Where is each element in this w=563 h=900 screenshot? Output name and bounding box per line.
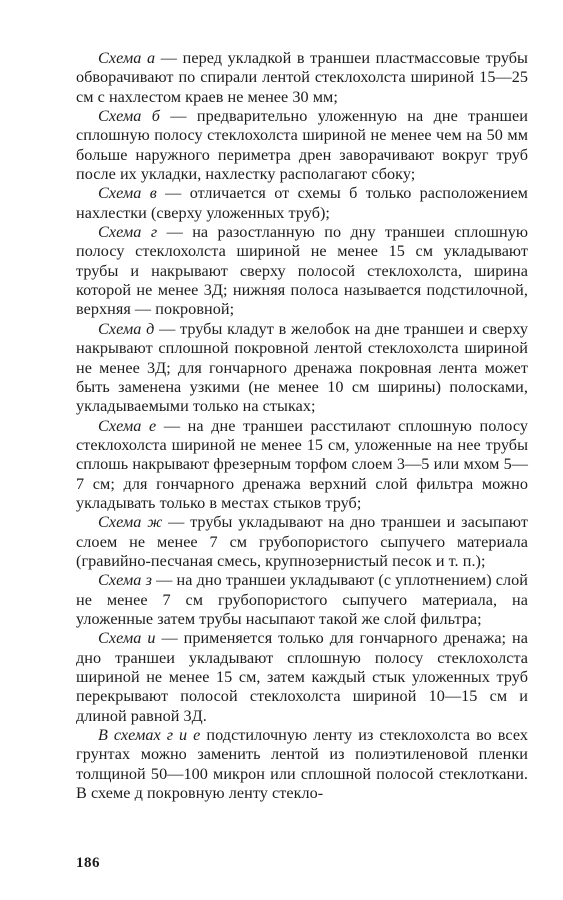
paragraph-scheme-zh (76, 513, 528, 571)
paragraph-substitution-note (76, 726, 528, 803)
scheme-label: Схема г (98, 223, 158, 242)
scheme-label: В схемах г и е (98, 726, 201, 745)
paragraph-text: — применяется только для гончарного дренажа; на дно траншеи укладывают сплошную полосу стеклохолста шириной не менее 15 см, затем каждый стык уложенных труб перекрывают полосой стеклохолста шириной 10—15 см и длиной равной 3Д. (76, 629, 528, 725)
paragraph-text: — отличается от схемы б только расположением нахлестки (сверху уложенных труб); (76, 184, 528, 222)
scheme-label: Схема з (98, 571, 152, 590)
paragraph-text: — перед укладкой в траншеи пластмассовые трубы обворачивают по спирали лентой стеклохолста шириной 15—25 см с нахлестом краев не менее 30 мм; (76, 49, 528, 106)
paragraph-text: — на дно траншеи укладывают (с уплотнением) слой не менее 7 см грубопористого сыпучего материала, на уложенные затем трубы насыпают такой же слой фильтра; (76, 571, 528, 628)
paragraph-scheme-i (76, 629, 528, 726)
scheme-label: Схема д (98, 319, 155, 338)
paragraph-scheme-d (76, 320, 528, 417)
scheme-label: Схема е (98, 416, 157, 435)
paragraph-scheme-g (76, 223, 528, 320)
scheme-label: Схема б (98, 107, 160, 126)
paragraph-scheme-a (76, 49, 528, 107)
paragraph-scheme-v (76, 184, 528, 223)
paragraph-text: — на дне траншеи расстилают сплошную полосу стеклохолста шириной не менее 15 см, уложенные на нее трубы сплошь накрывают фрезерным торфом слоем 3—5 или мхом 5—7 см; для гончарного дренажа верхний слой фильтра можно укладывать только в местах стыков труб; (76, 416, 528, 512)
paragraph-text: подстилочную ленту из стеклохолста во всех грунтах можно заменить лентой из полиэтиленовой пленки толщиной 50—100 микрон или сплошной полосой стеклоткани. В схеме д покровную ленту стекло- (76, 726, 528, 803)
paragraph-scheme-z (76, 571, 528, 629)
body-text (76, 49, 528, 803)
paragraph-scheme-b (76, 107, 528, 184)
scheme-label: Схема в (98, 184, 157, 203)
paragraph-scheme-e (76, 417, 528, 514)
page-number: 186 (76, 855, 100, 871)
paragraph-text: — трубы кладут в желобок на дне траншеи и сверху накрывают сплошной покровной лентой стеклохолста шириной не менее 3Д; для гончарного дренажа покровная лента может быть заменена узкими (не менее 10 см ширины) полосками, укладываемыми только на стыках; (76, 319, 528, 416)
paragraph-text: — трубы укладывают на дно траншеи и засыпают слоем не менее 7 см грубопористого сыпучего материала (гравийно-песчаная смесь, крупнозернистый песок и т. п.); (76, 513, 528, 570)
paragraph-text: — на разостланную по дну траншеи сплошную полосу стеклохолста шириной не менее 15 см укладывают трубы и накрывают сверху полосой стеклохолста, ширина которой не менее 3Д; нижняя полоса называется подстилочной, верхняя — покровной; (76, 223, 529, 319)
paragraph-text: — предварительно уложенную на дне траншеи сплошную полосу стеклохолста шириной не менее чем на 50 мм больше наружного периметра дрен заворачивают вокруг труб после их укладки, нахлестку располагают сбоку; (76, 107, 529, 184)
scheme-label: Схема ж (98, 513, 163, 532)
scheme-label: Схема и (98, 629, 156, 648)
scheme-label: Схема а (98, 49, 156, 67)
